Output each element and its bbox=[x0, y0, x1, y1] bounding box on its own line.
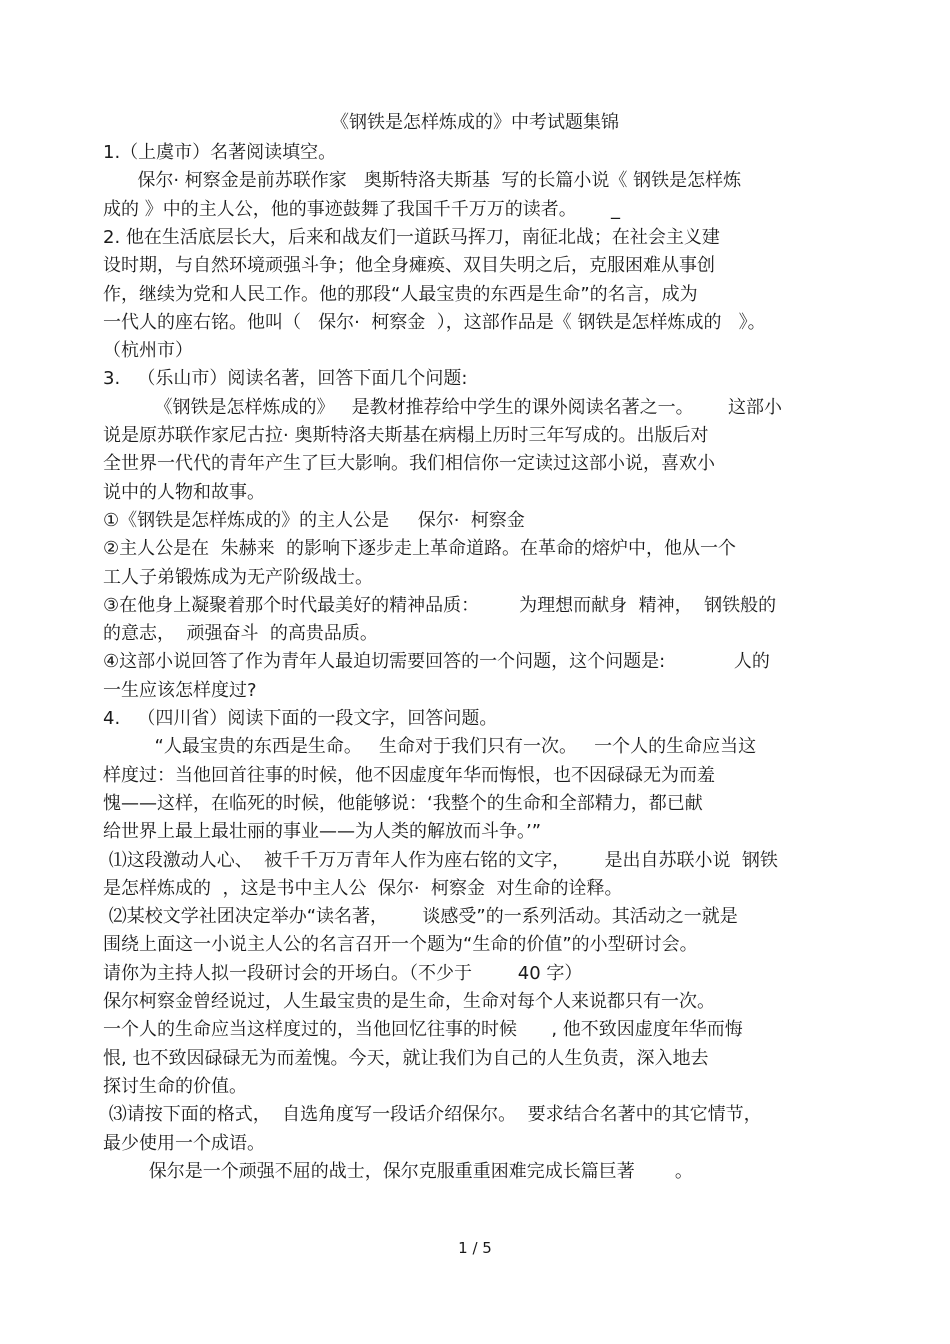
text-line: 探讨生命的价值。 bbox=[103, 1075, 247, 1097]
text-line: ②主人公是在 朱赫来 的影响下逐步走上革命道路。在革命的熔炉中，他从一个 bbox=[103, 538, 737, 560]
text-line: ⑵某校文学社团决定举办“读名著， 谈感受”的一系列活动。其活动之一就是 bbox=[103, 906, 738, 928]
text-line: ③在他身上凝聚着那个时代最美好的精神品质： 为理想而献身 精神， 钢铁般的 bbox=[103, 594, 777, 616]
text-line: ⑴这段激动人心、 被千千万万青年人作为座右铭的文字， 是出自苏联小说 钢铁 bbox=[103, 849, 778, 871]
text-line: 一生应该怎样度过? bbox=[103, 679, 257, 701]
text-line: 1.（上虞市）名著阅读填空。 bbox=[103, 142, 337, 163]
text-line: 4. （四川省）阅读下面的一段文字，回答问题。 bbox=[103, 708, 498, 729]
text-line: 说中的人物和故事。 bbox=[103, 481, 265, 503]
text-line: 一代人的座右铭。他叫（ 保尔· 柯察金 ），这部作品是《 钢铁是怎样炼成的 》。 bbox=[103, 311, 766, 333]
text-line: 《钢铁是怎样炼成的》 是教材推荐给中学生的课外阅读名著之一。 这部小 bbox=[103, 396, 782, 418]
text-line: “人最宝贵的东西是生命。 生命对于我们只有一次。 一个人的生命应当这 bbox=[103, 736, 757, 758]
text-line: 成的 》中的主人公，他的事迹鼓舞了我国千千万万的读者。 _ bbox=[103, 198, 621, 220]
text-line: 工人子弟锻炼成为无产阶级战士。 bbox=[103, 566, 373, 588]
text-line: 保尔柯察金曾经说过，人生最宝贵的是生命，生命对每个人来说都只有一次。 bbox=[103, 991, 715, 1012]
text-line: 保尔· 柯察金是前苏联作家 奥斯特洛夫斯基 写的长篇小说《 钢铁是怎样炼 bbox=[103, 170, 742, 192]
text-line: 3. （乐山市）阅读名著，回答下面几个问题: bbox=[103, 368, 468, 390]
text-line: 全世界一代代的青年产生了巨大影响。我们相信你一定读过这部小说，喜欢小 bbox=[103, 453, 715, 475]
text-line: 请你为主持人拟一段研讨会的开场白。（不少于 40 字） bbox=[103, 962, 583, 984]
text-line: 2. 他在生活底层长大，后来和战友们一道跃马挥刀，南征北战；在社会主义建 bbox=[103, 226, 720, 248]
document-title: 《钢铁是怎样炼成的》中考试题集锦 bbox=[331, 112, 619, 133]
text-line: （杭州市） bbox=[103, 340, 193, 362]
text-line: 围绕上面这一小说主人公的名言召开一个题为“生命的价值”的小型研讨会。 bbox=[103, 934, 698, 956]
text-line: 恨, 也不致因碌碌无为而羞愧。今天，就让我们为自己的人生负责，深入地去 bbox=[103, 1047, 709, 1069]
text-line: 说是原苏联作家尼古拉· 奥斯特洛夫斯基在病榻上历时三年写成的。出版后对 bbox=[103, 425, 709, 446]
text-line: ①《钢铁是怎样炼成的》的主人公是 保尔· 柯察金 bbox=[103, 509, 525, 531]
text-line: 样度过：当他回首往事的时候，他不因虚度年华而悔恨，也不因碌碌无为而羞 bbox=[103, 764, 715, 786]
text-line: 作，继续为党和人民工作。他的那段“人最宝贵的东西是生命”的名言，成为 bbox=[103, 283, 698, 305]
page-indicator: 1 / 5 bbox=[458, 1239, 492, 1257]
text-line: ⑶请按下面的格式， 自选角度写一段话介绍保尔。 要求结合名著中的其它情节， bbox=[103, 1104, 762, 1126]
text-line: 保尔是一个顽强不屈的战士，保尔克服重重困难完成长篇巨著 。 bbox=[103, 1160, 693, 1182]
text-line: 一个人的生命应当这样度过的，当他回忆往事的时候 , 他不致因虚度年华而悔 bbox=[103, 1019, 743, 1041]
text-line: 是怎样炼成的 ，这是书中主人公 保尔· 柯察金 对生命的诠释。 bbox=[103, 877, 623, 899]
text-line: 给世界上最上最壮丽的事业——为人类的解放而斗争。’” bbox=[103, 821, 542, 843]
text-line: ④这部小说回答了作为青年人最迫切需要回答的一个问题，这个问题是: 人的 bbox=[103, 651, 770, 673]
text-line: 最少使用一个成语。 bbox=[103, 1132, 265, 1154]
text-line: 设时期，与自然环境顽强斗争；他全身瘫痪、双目失明之后，克服困难从事创 bbox=[103, 255, 715, 277]
text-line: 愧——这样，在临死的时候，他能够说：‘我整个的生命和全部精力，都已献 bbox=[103, 792, 703, 814]
text-line: 的意志， 顽强奋斗 的高贵品质。 bbox=[103, 623, 378, 645]
